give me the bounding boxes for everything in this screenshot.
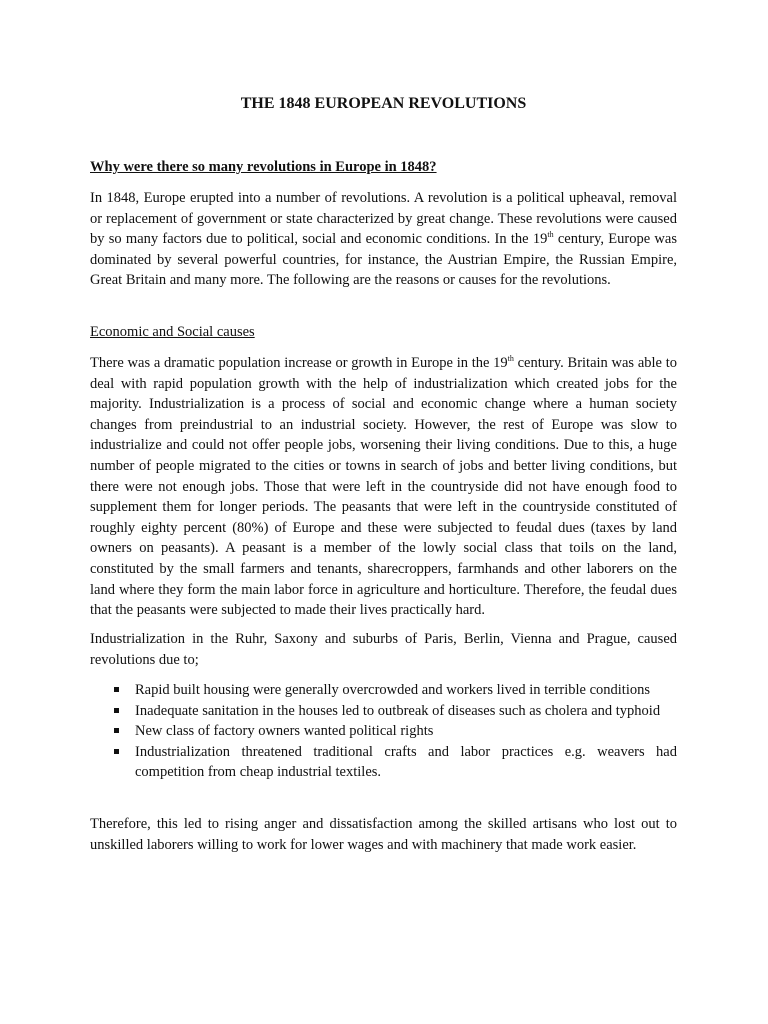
- economic-paragraph: [90, 353, 677, 621]
- intro-superscript: th: [547, 230, 554, 240]
- list-item-text: New class of factory owners wanted political rights: [135, 723, 434, 740]
- list-item: [90, 701, 677, 722]
- section-heading: Economic and Social causes: [90, 324, 255, 340]
- industrialization-intro-paragraph: Industrialization in the Ruhr, Saxony and suburbs of Paris, Berlin, Vienna and Prague, caused revolutions due to;: [90, 631, 677, 668]
- causes-list: [90, 680, 677, 783]
- conclusion-paragraph: Therefore, this led to rising anger and dissatisfaction among the skilled artisans who lost out to unskilled laborers willing to work for lower wages and with machinery that made work easier.: [90, 816, 677, 853]
- economic-superscript: th: [507, 354, 514, 363]
- list-item-text: Inadequate sanitation in the houses led to outbreak of diseases such as cholera and typhoid: [135, 702, 661, 719]
- economic-text-part1: There was a dramatic population increase or growth in Europe in the 19: [90, 355, 508, 371]
- economic-text-part2: century. Britain was able to deal with rapid population growth with the help of industrialization which created jobs for the majority. Industrialization is a process of social and economic change where a human society changes from preindustrial to an industrial society. However, the rest of Europe was slow to industrialize and could not offer people jobs, worsening their living conditions. Due to this, a huge number of people migrated to the cities or towns in search of jobs and better living conditions, but there were not enough jobs. Those that were left in the countryside did not have enough food to supplement them for longer periods. The peasants that were left in the countryside constituted of roughly eighty percent (80%) of Europe and these were subjected to feudal dues (taxes by land owners on peasants). A peasant is a member of the lowly social class that toils on the land, constituted by the small farmers and tenants, sharecroppers, farmhands and other laborers on the land where they form the main labor force in agriculture and horticulture. Therefore, the feudal dues that the peasants were subjected to made their lives practically hard.: [90, 355, 677, 619]
- square-bullet-icon: [114, 749, 119, 754]
- list-item: [90, 680, 677, 701]
- square-bullet-icon: [114, 708, 119, 713]
- list-item: [90, 721, 677, 742]
- square-bullet-icon: [114, 728, 119, 733]
- list-item: [90, 742, 677, 783]
- document-title: THE 1848 EUROPEAN REVOLUTIONS: [240, 95, 527, 112]
- intro-paragraph: [90, 188, 677, 291]
- question-heading: Why were there so many revolutions in Europe in 1848?: [90, 159, 437, 175]
- intro-text-part2: century, Europe was dominated by several powerful countries, for instance, the Austrian Empire, the Russian Empire, Great Britain and many more. The following are the reasons or causes for the revolutions.: [90, 231, 677, 289]
- list-item-text: Industrialization threatened traditional crafts and labor practices e.g. weavers had competition from cheap industrial textiles.: [135, 743, 677, 781]
- intro-text-part1: In 1848, Europe erupted into a number of revolutions. A revolution is a political upheaval, removal or replacement of government or state characterized by great change. These revolutions were caused by so many factors due to political, social and economic conditions. In the 19: [90, 190, 677, 248]
- square-bullet-icon: [114, 687, 119, 692]
- list-item-text: Rapid built housing were generally overcrowded and workers lived in terrible conditions: [135, 682, 651, 698]
